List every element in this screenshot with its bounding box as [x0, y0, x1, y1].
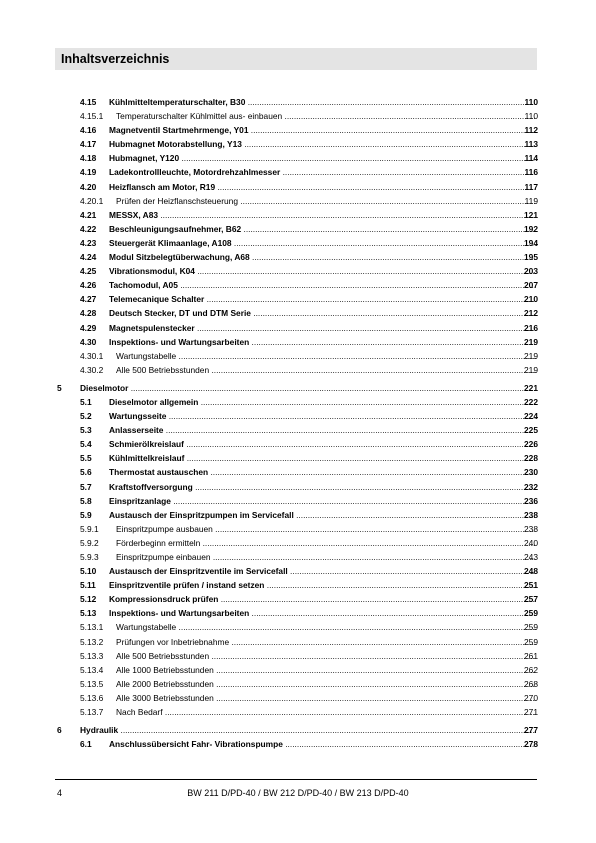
toc-entry-page: 259: [524, 622, 538, 633]
toc-entry[interactable]: [0, 194, 596, 208]
toc-entry-page: 110: [524, 97, 538, 107]
toc-entry[interactable]: [0, 363, 596, 377]
toc-entry-title: Alle 2000 Betriebsstunden .....: [116, 677, 536, 691]
toc-entry-title: Kompressionsdruck prüfen .....: [109, 592, 536, 606]
toc-entry-number: 5.7: [80, 481, 92, 492]
toc-entry-title: Magnetspulenstecker .....: [109, 321, 536, 335]
toc-entry-number: 5.13.4: [80, 664, 104, 675]
toc-entry-title: Inspektions- und Wartungsarbeiten .....: [109, 335, 536, 349]
toc-entry-page: 117: [524, 181, 538, 192]
toc-entry-number: 5.4: [80, 439, 92, 450]
toc-entry[interactable]: [0, 437, 596, 451]
toc-entry-number: 5.9: [80, 509, 92, 520]
toc-entry-page: 271: [524, 707, 538, 718]
toc-entry-page: 222: [524, 396, 538, 407]
toc-entry[interactable]: [0, 494, 596, 508]
toc-entry-page: 261: [524, 650, 538, 661]
toc-entry-page: 210: [524, 294, 538, 305]
toc-entry[interactable]: [0, 423, 596, 437]
toc-entry-number: 4.25: [80, 266, 97, 277]
toc-entry-number: 5.13.7: [80, 707, 104, 718]
toc-entry-title: Austausch der Einspritzventile im Servicefall .....: [109, 564, 536, 578]
toc-entry-title: Temperaturschalter Kühlmittel aus- einbauen .....: [116, 109, 536, 123]
toc-entry-page: 192: [524, 223, 538, 234]
toc-entry-number: 4.15.1: [80, 111, 104, 122]
toc-entry-number: 5: [57, 382, 62, 393]
toc-entry-title: Prüfungen vor Inbetriebnahme .....: [116, 635, 536, 649]
toc-entry-page: 114: [524, 153, 538, 164]
toc-entry-title: Einspritzventile prüfen / instand setzen .....: [109, 578, 536, 592]
toc-entry-title: Wartungsseite .....: [109, 409, 536, 423]
toc-entry[interactable]: [0, 705, 596, 719]
toc-entry-title: Hubmagnet Motorabstellung, Y13 .....: [109, 137, 536, 151]
toc-entry[interactable]: [0, 292, 596, 306]
toc-entry-number: 4.19: [80, 167, 97, 178]
toc-entry[interactable]: [0, 677, 596, 691]
toc-entry-title: Modul Sitzbelegtüberwachung, A68 .....: [109, 250, 536, 264]
toc-entry-title: Kühlmitteltemperaturschalter, B30 .....: [109, 95, 536, 109]
toc-entry-title: MESSX, A83 .....: [109, 208, 536, 222]
toc-entry-page: 228: [524, 453, 538, 464]
toc-entry[interactable]: [0, 465, 596, 479]
table-of-contents: [0, 95, 596, 751]
toc-entry-number: 4.26: [80, 280, 97, 291]
toc-entry-number: 5.13.6: [80, 692, 104, 703]
toc-entry[interactable]: [0, 306, 596, 320]
toc-entry-number: 5.13.5: [80, 678, 104, 689]
toc-entry[interactable]: [0, 663, 596, 677]
toc-entry[interactable]: [0, 578, 596, 592]
toc-entry-page: 119: [524, 195, 538, 206]
toc-entry-page: 224: [524, 411, 538, 422]
toc-entry-page: 221: [524, 382, 538, 393]
toc-entry-title: Inspektions- und Wartungsarbeiten .....: [109, 606, 536, 620]
toc-entry-title: Alle 3000 Betriebsstunden .....: [116, 691, 536, 705]
toc-entry-page: 226: [524, 439, 538, 450]
toc-entry-number: 5.9.2: [80, 537, 99, 548]
toc-entry-number: 5.13: [80, 608, 97, 619]
page-title: Inhaltsverzeichnis: [61, 52, 170, 66]
toc-entry-page: 195: [524, 252, 538, 263]
toc-entry-title: Kühlmittelkreislauf .....: [109, 451, 536, 465]
toc-entry[interactable]: [0, 335, 596, 349]
footer-page-number: 4: [57, 788, 63, 798]
toc-entry[interactable]: [0, 635, 596, 649]
toc-entry[interactable]: [0, 151, 596, 165]
toc-entry-title: Einspritzpumpe einbauen .....: [116, 550, 536, 564]
toc-entry-title: Nach Bedarf .....: [116, 705, 536, 719]
toc-entry[interactable]: [0, 723, 596, 737]
toc-entry-title: Beschleunigungsaufnehmer, B62 .....: [109, 222, 536, 236]
toc-entry-title: Anschlussübersicht Fahr- Vibrationspumpe .....: [109, 737, 536, 751]
toc-entry-page: 232: [524, 481, 538, 492]
toc-entry-page: 230: [524, 467, 538, 478]
toc-entry[interactable]: [0, 451, 596, 465]
toc-entry-number: 5.9.1: [80, 523, 99, 534]
footer-divider: [55, 779, 537, 780]
toc-entry-number: 4.22: [80, 223, 97, 234]
toc-entry-title: Dieselmotor allgemein .....: [109, 395, 536, 409]
toc-entry-page: 257: [524, 594, 538, 605]
toc-entry-number: 5.9.3: [80, 552, 99, 562]
toc-entry-number: 4.16: [80, 125, 97, 136]
toc-entry[interactable]: [0, 409, 596, 423]
toc-entry-number: 5.11: [80, 580, 96, 591]
toc-entry-page: 251: [524, 580, 538, 591]
toc-entry[interactable]: [0, 592, 596, 606]
toc-entry[interactable]: [0, 737, 596, 751]
toc-entry[interactable]: [0, 165, 596, 179]
toc-entry-page: 240: [524, 537, 538, 548]
toc-entry-title: Einspritzpumpe ausbauen .....: [116, 522, 536, 536]
toc-entry[interactable]: [0, 109, 596, 123]
toc-entry[interactable]: [0, 480, 596, 494]
toc-entry-number: 4.21: [80, 209, 97, 220]
toc-entry-number: 5.13.1: [80, 622, 104, 633]
toc-entry-page: 110: [524, 111, 538, 122]
toc-entry[interactable]: [0, 536, 596, 550]
toc-entry-page: 121: [524, 209, 538, 220]
toc-entry-page: 219: [524, 336, 538, 347]
toc-entry-page: 219: [524, 364, 538, 375]
toc-entry[interactable]: [0, 250, 596, 264]
toc-entry-number: 5.2: [80, 411, 92, 422]
toc-entry[interactable]: [0, 649, 596, 663]
toc-entry-page: 248: [524, 566, 538, 577]
toc-entry[interactable]: [0, 349, 596, 363]
toc-entry-page: 259: [524, 608, 538, 619]
toc-entry-number: 5.13.2: [80, 636, 104, 647]
toc-entry-title: Alle 500 Betriebsstunden .....: [116, 363, 536, 377]
toc-entry[interactable]: [0, 123, 596, 137]
toc-entry-title: Hubmagnet, Y120 .....: [109, 151, 536, 165]
toc-entry-number: 5.6: [80, 467, 92, 478]
toc-entry-page: 225: [524, 425, 538, 436]
toc-entry-page: 203: [524, 266, 538, 277]
toc-entry-page: 243: [524, 552, 538, 562]
toc-entry-number: 4.18: [80, 153, 97, 164]
toc-entry-number: 4.23: [80, 237, 97, 248]
toc-entry-number: 4.30.2: [80, 364, 104, 375]
toc-entry[interactable]: [0, 137, 596, 151]
toc-entry-number: 4.29: [80, 322, 97, 333]
toc-entry-number: 5.3: [80, 425, 92, 436]
toc-entry-page: 259: [524, 636, 538, 647]
toc-entry-page: 112: [524, 125, 538, 136]
toc-entry-title: Prüfen der Heizflanschsteuerung .....: [116, 194, 536, 208]
toc-entry[interactable]: [0, 321, 596, 335]
toc-entry-page: 238: [524, 509, 538, 520]
toc-entry-page: 278: [524, 739, 538, 750]
toc-entry-page: 219: [524, 350, 538, 361]
toc-entry-page: 270: [524, 692, 538, 703]
toc-entry-title: Alle 1000 Betriebsstunden .....: [116, 663, 536, 677]
toc-entry-number: 5.5: [80, 453, 92, 464]
toc-entry-number: 6.1: [80, 739, 92, 750]
toc-entry-title: Kraftstoffversorgung .....: [109, 480, 536, 494]
toc-entry[interactable]: [0, 264, 596, 278]
toc-entry[interactable]: [0, 208, 596, 222]
toc-entry-title: Heizflansch am Motor, R19 .....: [109, 180, 536, 194]
toc-entry[interactable]: [0, 395, 596, 409]
toc-entry-title: Hydraulik .....: [80, 723, 536, 737]
toc-entry-number: 4.20: [80, 181, 97, 192]
page-header: [55, 48, 537, 70]
toc-entry-page: 194: [524, 237, 538, 248]
toc-entry-number: 4.27: [80, 294, 97, 305]
toc-entry-page: 113: [524, 139, 538, 150]
toc-entry-title: Steuergerät Klimaanlage, A108 .....: [109, 236, 536, 250]
toc-entry-title: Schmierölkreislauf .....: [109, 437, 536, 451]
toc-entry-title: Deutsch Stecker, DT und DTM Serie .....: [109, 306, 536, 320]
toc-entry[interactable]: [0, 222, 596, 236]
toc-entry-page: 277: [524, 725, 538, 736]
toc-entry-title: Tachomodul, A05 .....: [109, 278, 536, 292]
toc-entry-number: 5.8: [80, 495, 92, 506]
toc-entry-title: Thermostat austauschen .....: [109, 465, 536, 479]
toc-entry-number: 5.13.3: [80, 650, 104, 661]
toc-entry-number: 4.28: [80, 308, 97, 319]
toc-entry-title: Telemecanique Schalter .....: [109, 292, 536, 306]
toc-entry-title: Ladekontrollleuchte, Motordrehzahlmesser .....: [109, 165, 536, 179]
toc-entry-title: Anlasserseite .....: [109, 423, 536, 437]
footer-model-line: BW 211 D/PD-40 / BW 212 D/PD-40 / BW 213 D/PD-40: [187, 788, 409, 798]
toc-entry[interactable]: [0, 95, 596, 109]
toc-entry-page: 216: [524, 322, 538, 333]
toc-entry-page: 238: [524, 523, 538, 534]
toc-entry[interactable]: [0, 620, 596, 634]
toc-entry[interactable]: [0, 278, 596, 292]
toc-entry-title: Wartungstabelle .....: [116, 349, 536, 363]
toc-entry-number: 4.15: [80, 97, 97, 107]
toc-entry-number: 5.12: [80, 594, 97, 605]
toc-entry-title: Förderbeginn ermitteln .....: [116, 536, 536, 550]
toc-entry-page: 236: [524, 495, 538, 506]
toc-entry-number: 6: [57, 725, 62, 736]
toc-entry[interactable]: [0, 550, 596, 564]
toc-entry-number: 5.10: [80, 566, 97, 577]
toc-entry-page: 268: [524, 678, 538, 689]
toc-entry-title: Vibrationsmodul, K04 .....: [109, 264, 536, 278]
toc-entry-number: 4.30.1: [80, 350, 104, 361]
toc-entry[interactable]: [0, 180, 596, 194]
toc-entry-page: 212: [524, 308, 538, 319]
toc-entry[interactable]: [0, 522, 596, 536]
toc-entry-number: 5.1: [80, 396, 92, 407]
toc-entry-title: Alle 500 Betriebsstunden .....: [116, 649, 536, 663]
toc-entry-title: Einspritzanlage .....: [109, 494, 536, 508]
toc-entry-title: Wartungstabelle .....: [116, 620, 536, 634]
toc-entry-title: Magnetventil Startmehrmenge, Y01 .....: [109, 123, 536, 137]
toc-entry-page: 207: [524, 280, 538, 291]
toc-entry-page: 116: [524, 167, 538, 178]
toc-entry-number: 4.17: [80, 139, 97, 150]
toc-entry[interactable]: [0, 564, 596, 578]
toc-entry[interactable]: [0, 508, 596, 522]
toc-entry[interactable]: [0, 606, 596, 620]
toc-entry[interactable]: [0, 381, 596, 395]
toc-entry[interactable]: [0, 236, 596, 250]
toc-entry-page: 262: [524, 664, 538, 675]
toc-entry-number: 4.30: [80, 336, 97, 347]
toc-entry-title: Dieselmotor .....: [80, 381, 536, 395]
toc-entry-title: Austausch der Einspritzpumpen im Servicefall .....: [109, 508, 536, 522]
toc-entry-number: 4.24: [80, 252, 97, 263]
toc-entry[interactable]: [0, 691, 596, 705]
toc-entry-number: 4.20.1: [80, 195, 104, 206]
